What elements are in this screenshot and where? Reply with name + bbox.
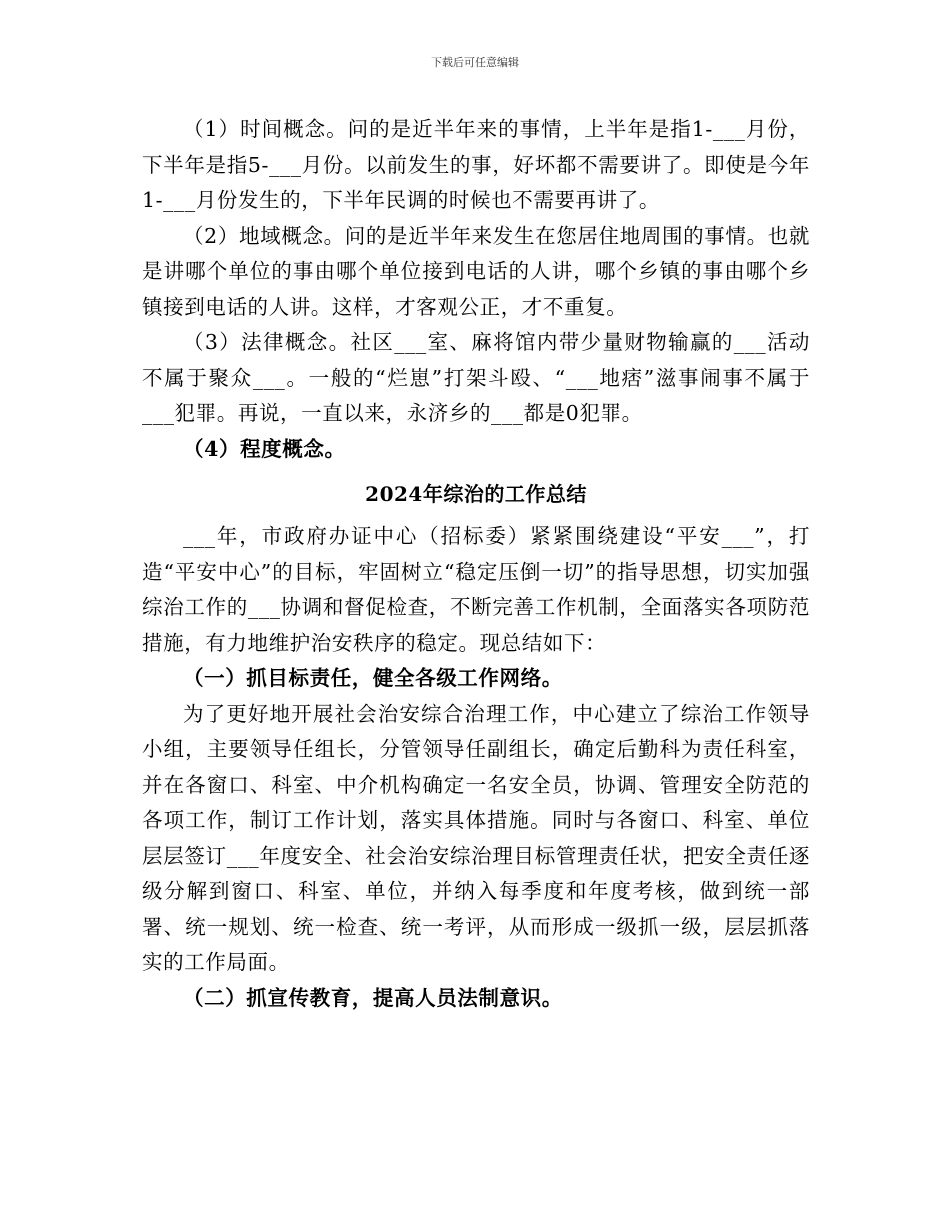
paragraph-degree-concept: （4）程度概念。 [183, 436, 346, 461]
paragraph-region-concept: （2）地域概念。问的是近半年来发生在您居住地周围的事情。也就是讲哪个单位的事由哪个单位接到电话的人讲，哪个乡镇的事由哪个乡镇接到电话的人讲。这样，才客观公正，才不重复。 [142, 223, 810, 319]
paragraph-intro: ___年，市政府办证中心（招标委）紧紧围绕建设“平安___”，打造“平安中心”的目标，牢固树立“稳定压倒一切”的指导思想，切实加强综治工作的___协调和督促检查，不断完善工作机制，全面落实各项防范措施，有力地维护治安秩序的稳定。现总结如下： [142, 524, 810, 655]
paragraph-time-concept: （1）时间概念。问的是近半年来的事情，上半年是指1-___月份，下半年是指5-___月份。以前发生的事，好坏都不需要讲了。即使是今年1-___月份发生的，下半年民调的时候也不需要再讲了。 [142, 117, 810, 212]
paragraph-law-concept: （3）法律概念。社区___室、麻将馆内带少量财物输赢的___活动不属于聚众___。一般的“烂崽”打架斗殴、“___地痞”滋事闹事不属于___犯罪。再说，一直以来，永济乡的___都是0犯罪。 [142, 330, 810, 425]
document-title: 2024年综治的工作总结 [365, 482, 587, 506]
paragraph-section-one: 为了更好地开展社会治安综合治理工作，中心建立了综治工作领导小组，主要领导任组长，分管领导任副组长，确定后勤科为责任科室，并在各窗口、科室、中介机构确定一名安全员，协调、管理安全防范的各项工作，制订工作计划，落实具体措施。同时与各窗口、科室、单位层层签订___年度安全、社会治安综治理目标管理责任状，把安全责任逐级分解到窗口、科室、单位，并纳入每季度和年度考核，做到统一部署、统一规划、统一检查、统一考评，从而形成一级抓一级，层层抓落实的工作局面。 [142, 701, 810, 974]
heading-section-one: （一）抓目标责任，健全各级工作网络。 [183, 666, 563, 690]
heading-section-two: （二）抓宣传教育，提高人员法制意识。 [183, 985, 563, 1010]
page-header-note: 下载后可任意编辑 [431, 56, 519, 69]
document-body [142, 112, 810, 1016]
